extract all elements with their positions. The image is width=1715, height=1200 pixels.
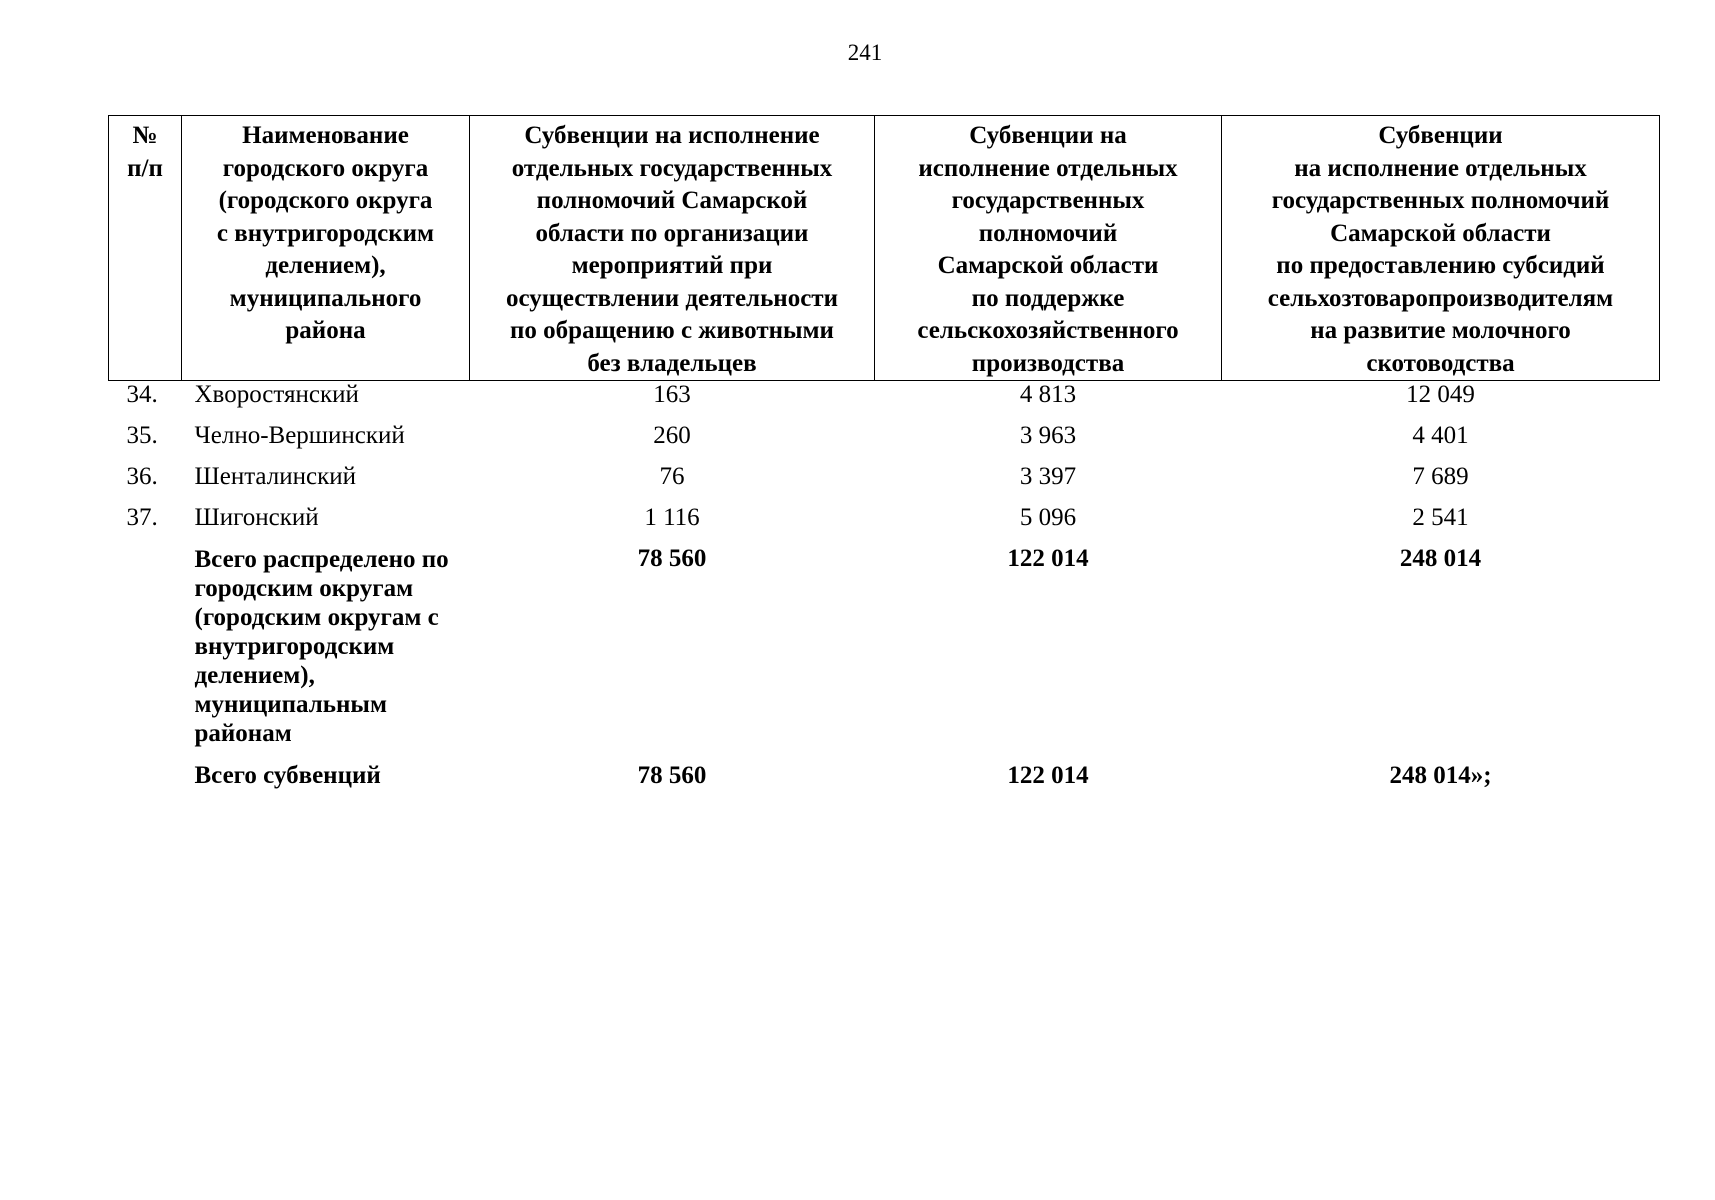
row-animals-value: 260 xyxy=(653,422,691,449)
subventions-table xyxy=(108,115,1660,790)
total-distributed-animals: 78 560 xyxy=(637,545,707,572)
table-row xyxy=(109,463,1660,504)
table-row xyxy=(109,381,1660,423)
row-district-name: Челно-Вершинский xyxy=(194,422,405,449)
row-animals-value: 163 xyxy=(653,381,691,408)
row-dairy-value: 7 689 xyxy=(1412,463,1469,490)
total-distributed-number xyxy=(109,545,182,762)
total-distributed-label: Всего распределено по городским округам (городским округам с внутригородским делением), муниципальным районам xyxy=(194,546,449,747)
row-number: 37. xyxy=(126,504,158,531)
grand-total-animals: 78 560 xyxy=(637,762,707,789)
header-dairy-subvention: Субвенции на исполнение отдельных государственных полномочий Самарской области по предоставлению субсидий сельхозтоваропроизводителям на развитие молочного скотоводства xyxy=(1222,116,1660,381)
total-distributed-row xyxy=(109,545,1660,762)
row-animals-value: 1 116 xyxy=(644,504,700,531)
grand-total-row xyxy=(109,762,1660,790)
table-header xyxy=(109,116,1660,381)
total-distributed-agriculture: 122 014 xyxy=(1007,545,1089,572)
header-agriculture-subvention: Субвенции на исполнение отдельных государственных полномочий Самарской области по поддержке сельскохозяйственного производства xyxy=(875,116,1222,381)
grand-total-number xyxy=(109,762,182,790)
header-animals-subvention: Субвенции на исполнение отдельных государственных полномочий Самарской области по организации мероприятий при осуществлении деятельности по обращению с животными без владельцев xyxy=(470,116,875,381)
row-district-name: Шенталинский xyxy=(194,463,356,490)
row-agriculture-value: 3 963 xyxy=(1019,422,1077,449)
header-row xyxy=(109,116,1660,381)
row-number: 35. xyxy=(126,422,158,449)
grand-total-dairy: 248 014»; xyxy=(1389,762,1492,789)
row-district-name: Шигонский xyxy=(194,504,319,531)
row-dairy-value: 2 541 xyxy=(1412,504,1469,531)
grand-total-agriculture: 122 014 xyxy=(1007,762,1089,789)
row-dairy-value: 4 401 xyxy=(1412,422,1469,449)
row-dairy-value: 12 049 xyxy=(1406,381,1475,408)
row-agriculture-value: 4 813 xyxy=(1019,381,1077,408)
row-animals-value: 76 xyxy=(659,463,685,490)
table-body xyxy=(109,381,1660,791)
row-district-name: Хворостянский xyxy=(194,381,359,408)
row-agriculture-value: 5 096 xyxy=(1019,504,1077,531)
page-number: 241 xyxy=(847,40,883,65)
grand-total-label: Всего субвенций xyxy=(194,762,381,789)
header-district-name: Наименование городского округа (городского округа с внутригородским делением), муниципального района xyxy=(182,116,470,381)
row-number: 36. xyxy=(126,463,158,490)
total-distributed-dairy: 248 014 xyxy=(1399,545,1482,572)
table-row xyxy=(109,504,1660,545)
table-row xyxy=(109,422,1660,463)
row-number: 34. xyxy=(126,381,158,408)
row-agriculture-value: 3 397 xyxy=(1019,463,1077,490)
header-number: № п/п xyxy=(109,116,182,381)
